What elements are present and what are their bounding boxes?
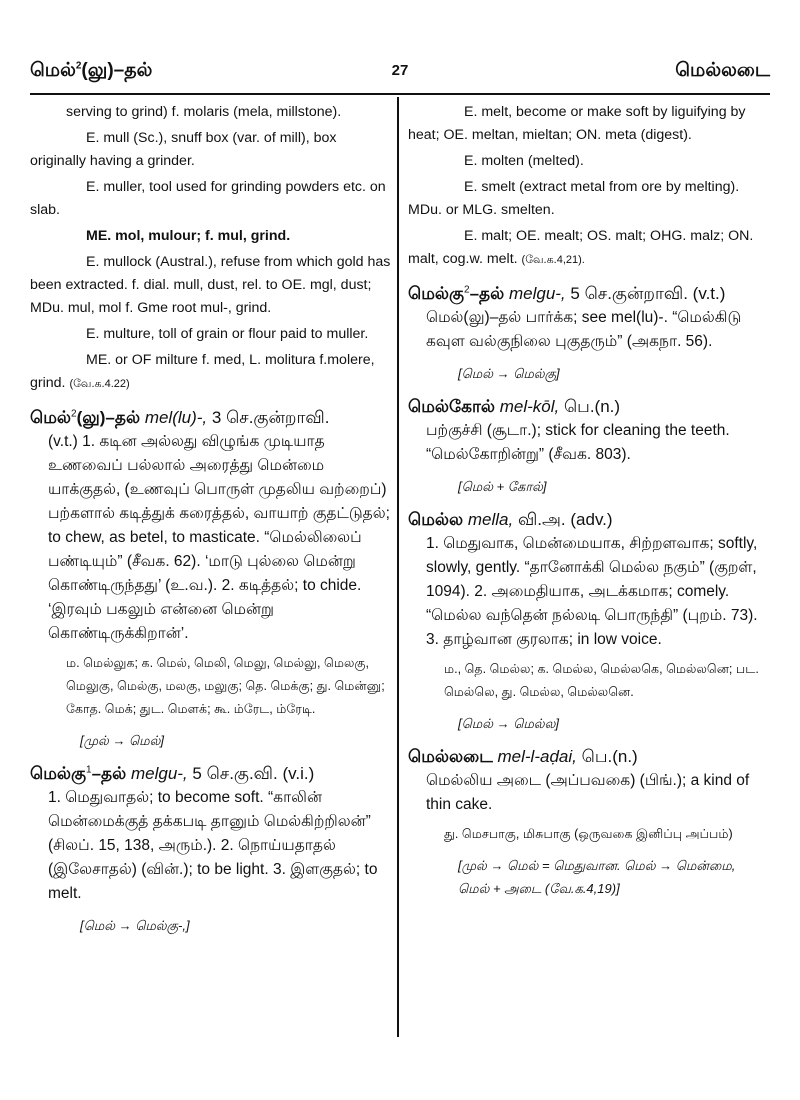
page-number: 27 bbox=[391, 62, 409, 79]
reference: (வே.க.4.22) bbox=[69, 378, 130, 390]
etymology-line: E. multure, toll of grain or flour paid to muller. bbox=[86, 326, 369, 342]
grammar-label: 3 செ.குன்றாவி. bbox=[211, 408, 330, 427]
etymology: [மெல் → மெல்கு-,] bbox=[80, 918, 190, 933]
header-right-keyword: மெல்லடை bbox=[675, 60, 770, 81]
etymology-line: serving to grind) f. molaris (mela, millstone). bbox=[66, 104, 342, 120]
etymology-line: E. mull (Sc.), snuff box (var. of mill), box originally having a grinder. bbox=[30, 130, 337, 169]
entry-definition: (v.t.) 1. கடின அல்லது விழுங்க முடியாத உணவைப் பல்லால் அரைத்து மென்மை யாக்குதல், (உணவுப் பொருள் முதலிய வற்றைப்) பற்களால் கடித்துக் கரைத்தல், வாயாற் குதட்டுதல்; to chew, as betel, to masticate. “மெல்லிலைப் பண்டியும்” (சீவக. 62). ‘மாடு புல்லை மென்று கொண்டிருந்தது’ (உ.வ.). 2. கடித்தல்; to chide. ‘இரவும் பகலும் என்னை மென்று கொண்டிருக்கிறான்’. bbox=[48, 433, 390, 642]
transliteration: mella, bbox=[467, 510, 514, 529]
headword: மெல்கோல் bbox=[408, 397, 495, 416]
grammar-label: பெ.(n.) bbox=[563, 397, 621, 416]
grammar-label: 5 செ.குன்றாவி. (v.t.) bbox=[570, 284, 726, 303]
entry-headword bbox=[408, 281, 766, 306]
grammar-label: 5 செ.கு.வி. (v.i.) bbox=[192, 764, 315, 783]
transliteration: mel-kōl, bbox=[499, 397, 560, 416]
headword-suffix: –தல் bbox=[91, 764, 127, 783]
headword-sup: 1 bbox=[86, 764, 92, 776]
headword: மெல்லடை bbox=[408, 747, 493, 766]
etymology-line: E. mullock (Austral.), refuse from which gold has been extracted. f. dial. mull, dust, rel. to OE. mgl, dust; MDu. mul, mol f. Gme root mul-, grind. bbox=[30, 254, 391, 316]
etymology-line: E. smelt (extract metal from ore by melting). MDu. or MLG. smelten. bbox=[408, 179, 740, 218]
header-left-sup: 2 bbox=[75, 60, 82, 72]
etymology-line: E. muller, tool used for grinding powders etc. on slab. bbox=[30, 179, 386, 218]
entry-definition: மெல்லிய அடை (அப்பவகை) (பிங்.); a kind of thin cake. bbox=[426, 772, 750, 813]
entry-headword bbox=[30, 405, 392, 430]
reference: (வே.க.4,21). bbox=[521, 254, 585, 266]
transliteration: mel-l-aḍai, bbox=[497, 747, 577, 766]
headword-sup: 2 bbox=[464, 284, 470, 296]
entry-definition: மெல்(லு)–தல் பார்க்க; see mel(lu)-. “மெல்கிடு கவுள வல்குநிலை புகுதரும்” (அகநா. 56). bbox=[426, 309, 742, 350]
etymology-line: ME. mol, mulour; f. mul, grind. bbox=[86, 228, 291, 244]
headword-suffix: –தல் bbox=[469, 284, 505, 303]
etymology-text: E. malt; OE. mealt; OS. malt; OHG. malz; ON. malt, cog.w. melt. bbox=[408, 228, 754, 267]
entry-definition: 1. மெதுவாதல்; to become soft. “காலின் மென்மைக்குத் தக்கபடி தானும் மெல்கிற்றிலன்” (சிலப். 15, 138, அரும்.). 2. நொய்யதாதல் (இலேசாதல்) (வின்.); to be light. 3. இளகுதல்; to melt. bbox=[48, 789, 378, 902]
etymology: [முல் → மெல் = மெதுவான. மெல் → மென்மை, மெல் + அடை (வே.க.4,19)] bbox=[458, 858, 736, 896]
entry-definition: பற்குச்சி (சூடா.); stick for cleaning the teeth. “மெல்கோறின்று” (சீவக. 803). bbox=[426, 422, 730, 463]
etymology: [முல் → மெல்] bbox=[80, 733, 165, 748]
header-rule bbox=[30, 93, 770, 95]
headword-suffix: (லு)–தல் bbox=[76, 408, 141, 427]
headword: மெல் bbox=[30, 408, 72, 427]
cognates: ம. மெல்லுக; க. மெல், மெலி, மெலு, மெல்லு, மெலகு, மெலுகு, மெல்கு, மலகு, மலுகு; தெ. மெக்கு; து. மென்னு; கோத. மெக்; துட. மௌக்; கூ. ம்ரேட, ம்ரேடி. bbox=[66, 656, 385, 716]
etymology-line: E. melt, become or make soft by liguifying by heat; OE. meltan, mieltan; ON. meta (digest). bbox=[408, 104, 746, 143]
right-column bbox=[408, 101, 766, 906]
header-left-word: மெல் bbox=[30, 60, 76, 81]
transliteration: melgu-, bbox=[130, 764, 188, 783]
page-header bbox=[30, 60, 770, 92]
etymology: [மெல் → மெல்ல] bbox=[458, 716, 559, 731]
headword: மெல்கு bbox=[30, 764, 87, 783]
header-left-rest: (லு)–தல் bbox=[81, 60, 153, 81]
cognates: ம., தெ. மெல்ல; க. மெல்ல, மெல்லகெ, மெல்லனெ; பட. மெல்லெ, து. மெல்ல, மெல்லனெ. bbox=[444, 662, 759, 699]
grammar-label: வி.அ. (adv.) bbox=[517, 510, 613, 529]
headword-sup: 2 bbox=[71, 408, 77, 420]
etymology-line: E. molten (melted). bbox=[464, 153, 584, 169]
column-divider bbox=[397, 97, 399, 1037]
grammar-label: பெ.(n.) bbox=[581, 747, 638, 766]
etymology-line bbox=[30, 349, 392, 396]
entry-headword bbox=[408, 507, 766, 532]
left-column bbox=[30, 101, 392, 943]
entry-definition: 1. மெதுவாக, மென்மையாக, சிற்றளவாக; softly, slowly, gently. “தானோக்கி மெல்ல நகும்” (குறள், 1094). 2. அமைதியாக, அடக்கமாக; comely. “மெல்ல வந்தென் நல்லடி பொருந்தி” (புறம். 73). 3. தாழ்வான குரலாக; in low voice. bbox=[426, 535, 758, 648]
etymology-line bbox=[408, 225, 766, 272]
cognates: து. மெசபாகு, மிசுபாகு (ஒருவகை இனிப்பு அப்பம்) bbox=[444, 827, 733, 841]
entry-headword bbox=[30, 761, 392, 786]
entry-headword bbox=[408, 394, 766, 419]
etymology: [மெல் + கோல்] bbox=[458, 479, 547, 494]
etymology-text: ME. or OF milture f. med, L. molitura f.molere, grind. bbox=[30, 352, 375, 391]
transliteration: melgu-, bbox=[508, 284, 566, 303]
entry-headword bbox=[408, 744, 766, 769]
headword: மெல்ல bbox=[408, 510, 464, 529]
etymology: [மெல் → மெல்கு] bbox=[458, 366, 560, 381]
headword: மெல்கு bbox=[408, 284, 465, 303]
transliteration: mel(lu)-, bbox=[144, 408, 208, 427]
